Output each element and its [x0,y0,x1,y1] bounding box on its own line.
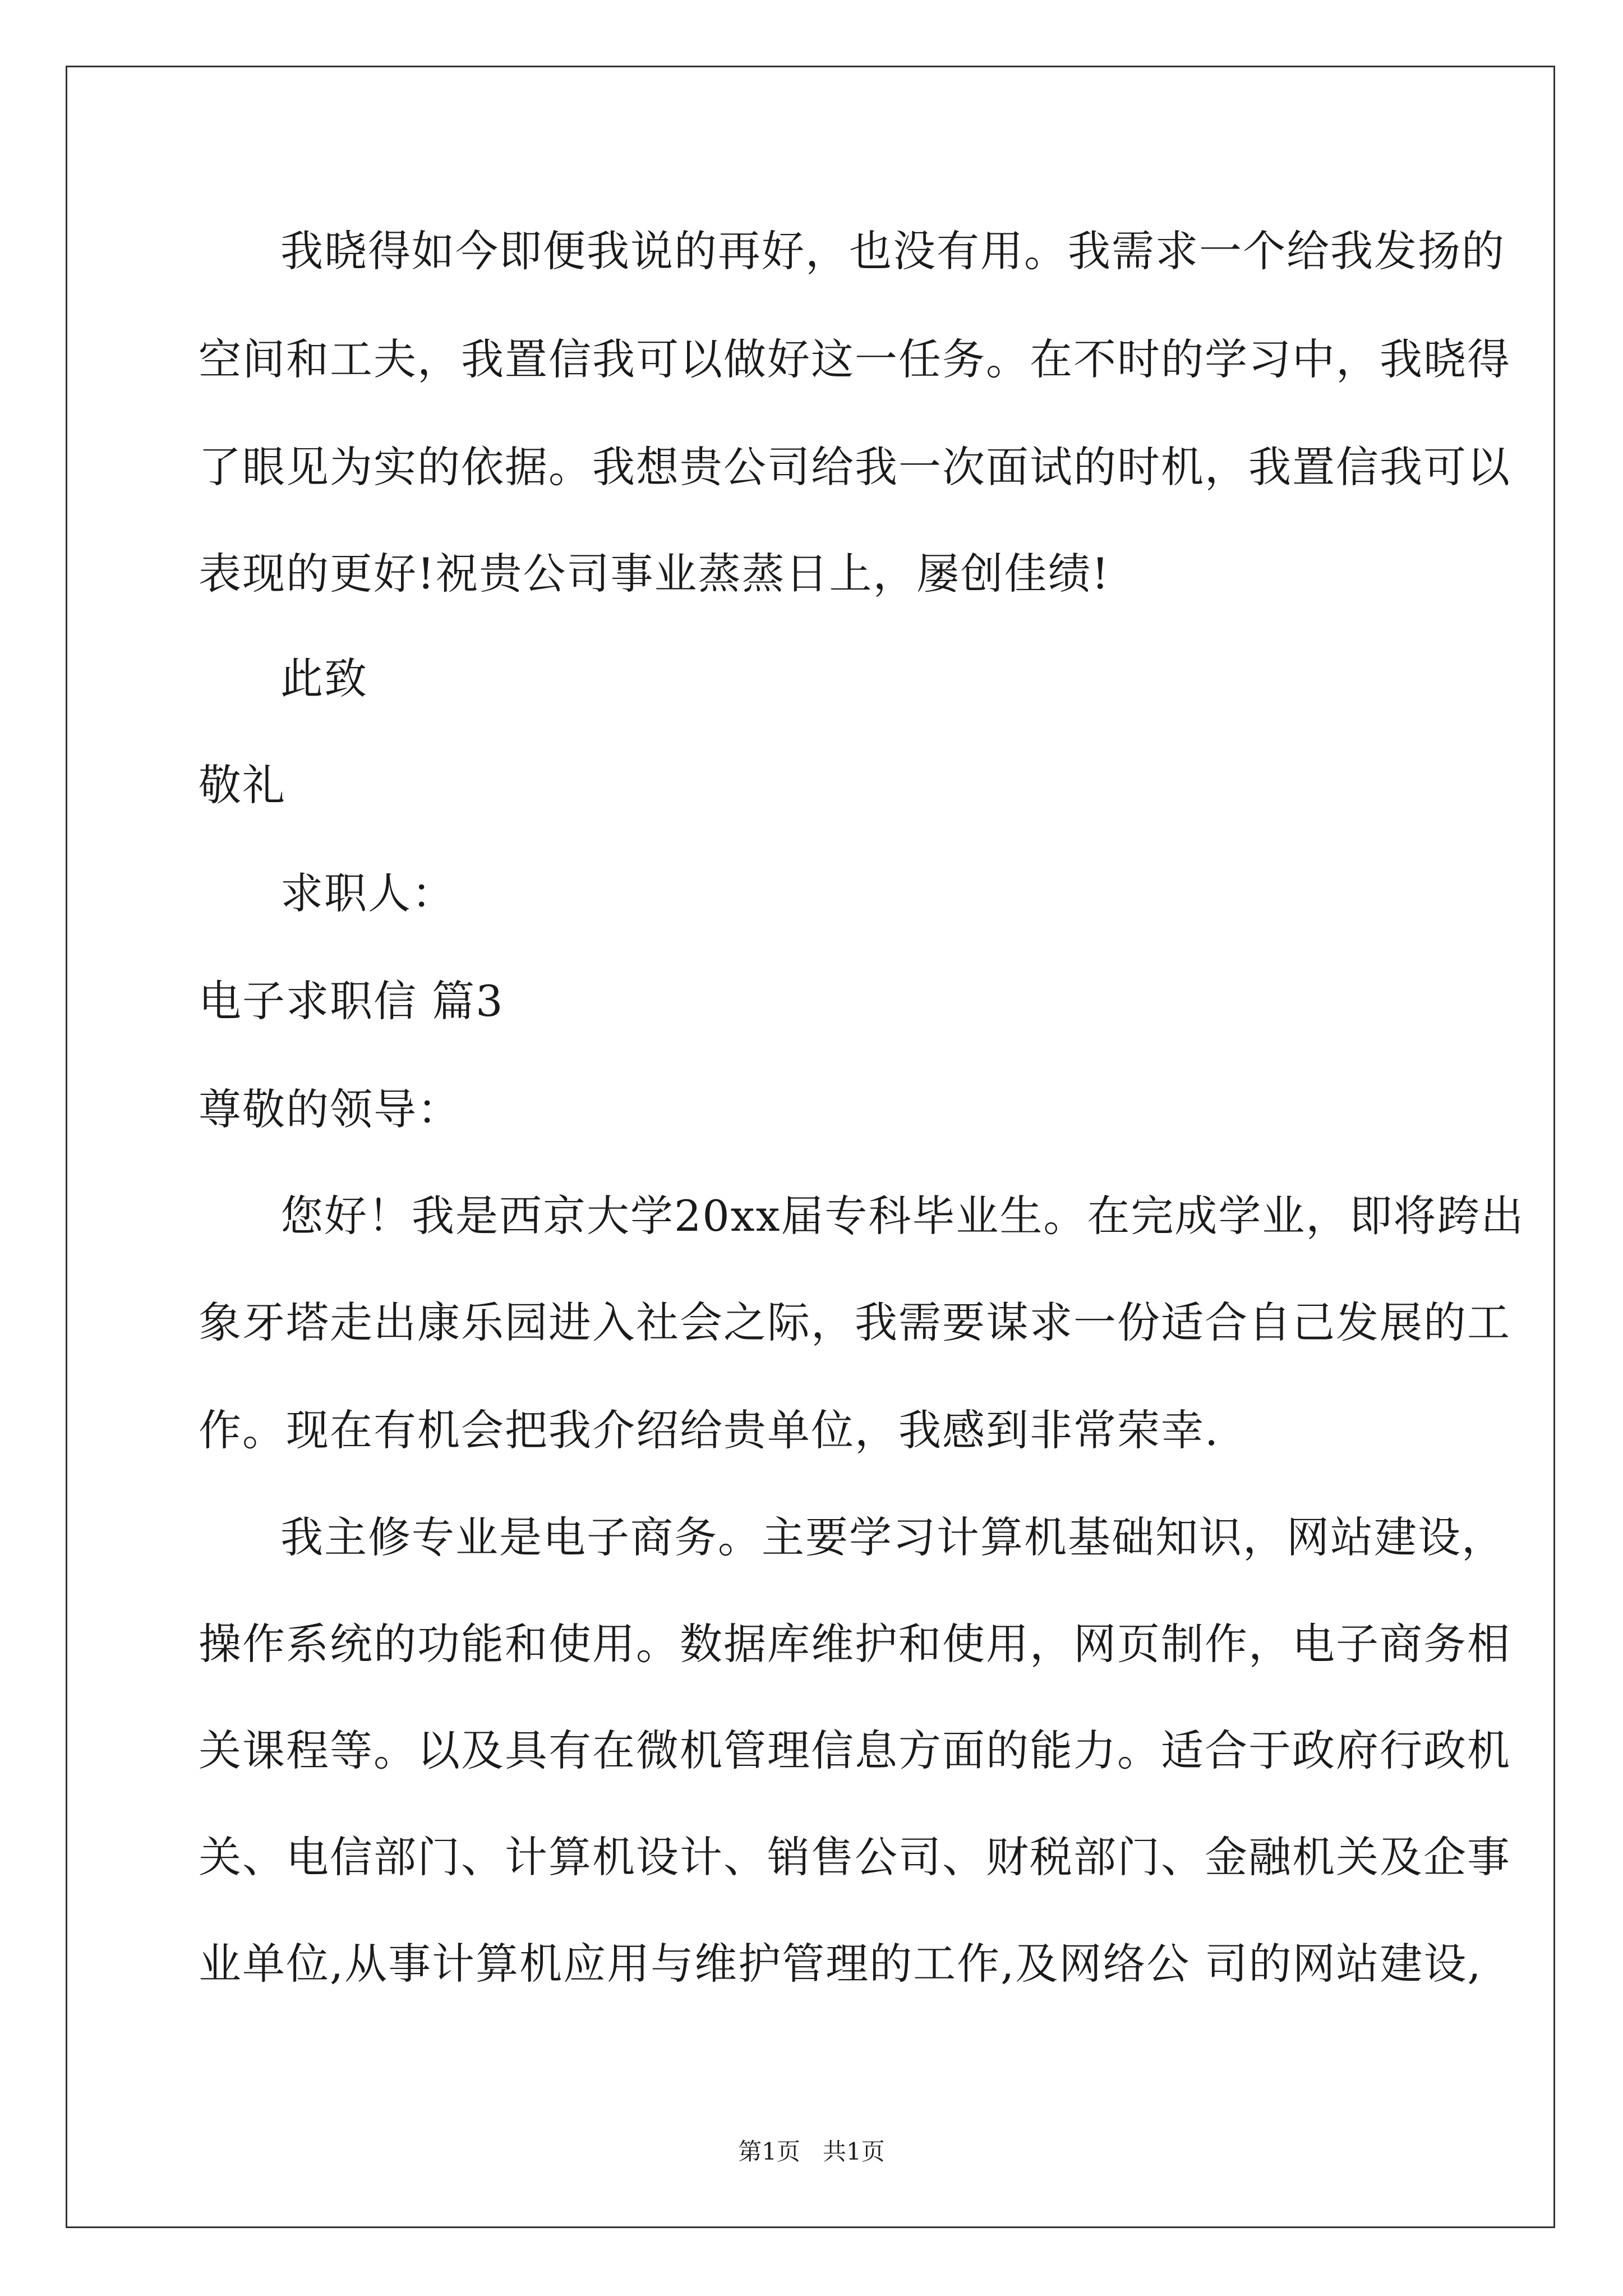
closing-line: 此致 [280,654,368,703]
paragraph-line: 业单位,从事计算机应用与维护管理的工作,及网络公 司的网站建设, [199,1939,1482,1989]
page-number-current: 第1页 [738,2138,800,2165]
paragraph-line: 关、电信部门、计算机设计、销售公司、财税部门、金融机关及企事 [199,1832,1511,1882]
paragraph-line: 我主修专业是电子商务。主要学习计算机基础知识，网站建设， [280,1512,1505,1562]
page-border [66,66,1555,2228]
paragraph-line: 关课程等。以及具有在微机管理信息方面的能力。适合于政府行政机 [199,1726,1511,1775]
section-heading: 电子求职信 篇3 [199,976,504,1026]
paragraph-line: 表现的更好!祝贵公司事业蒸蒸日上，屡创佳绩! [199,549,1110,599]
paragraph-line: 我晓得如今即便我说的再好，也没有用。我需求一个给我发扬的 [280,226,1505,276]
paragraph-line: 作。现在有机会把我介绍给贵单位，我感到非常荣幸. [199,1405,1220,1455]
paragraph-line: 了眼见为实的依据。我想贵公司给我一次面试的时机，我置信我可以 [199,442,1511,492]
page-number-total: 共1页 [823,2138,885,2165]
paragraph-line: 象牙塔走出康乐园进入社会之际，我需要谋求一份适合自己发展的工 [199,1297,1511,1347]
paragraph-line: 空间和工夫，我置信我可以做好这一任务。在不时的学习中，我晓得 [199,334,1511,384]
greeting-line: 尊敬的领导： [199,1084,461,1134]
signature-line: 求职人： [280,868,455,918]
page-footer [0,2140,1623,2164]
paragraph-line: 操作系统的功能和使用。数据库维护和使用，网页制作，电子商务相 [199,1619,1511,1669]
salutation-line: 敬礼 [199,760,286,810]
paragraph-line: 您好！我是西京大学20xx届专科毕业生。在完成学业，即将跨出 [280,1191,1525,1241]
